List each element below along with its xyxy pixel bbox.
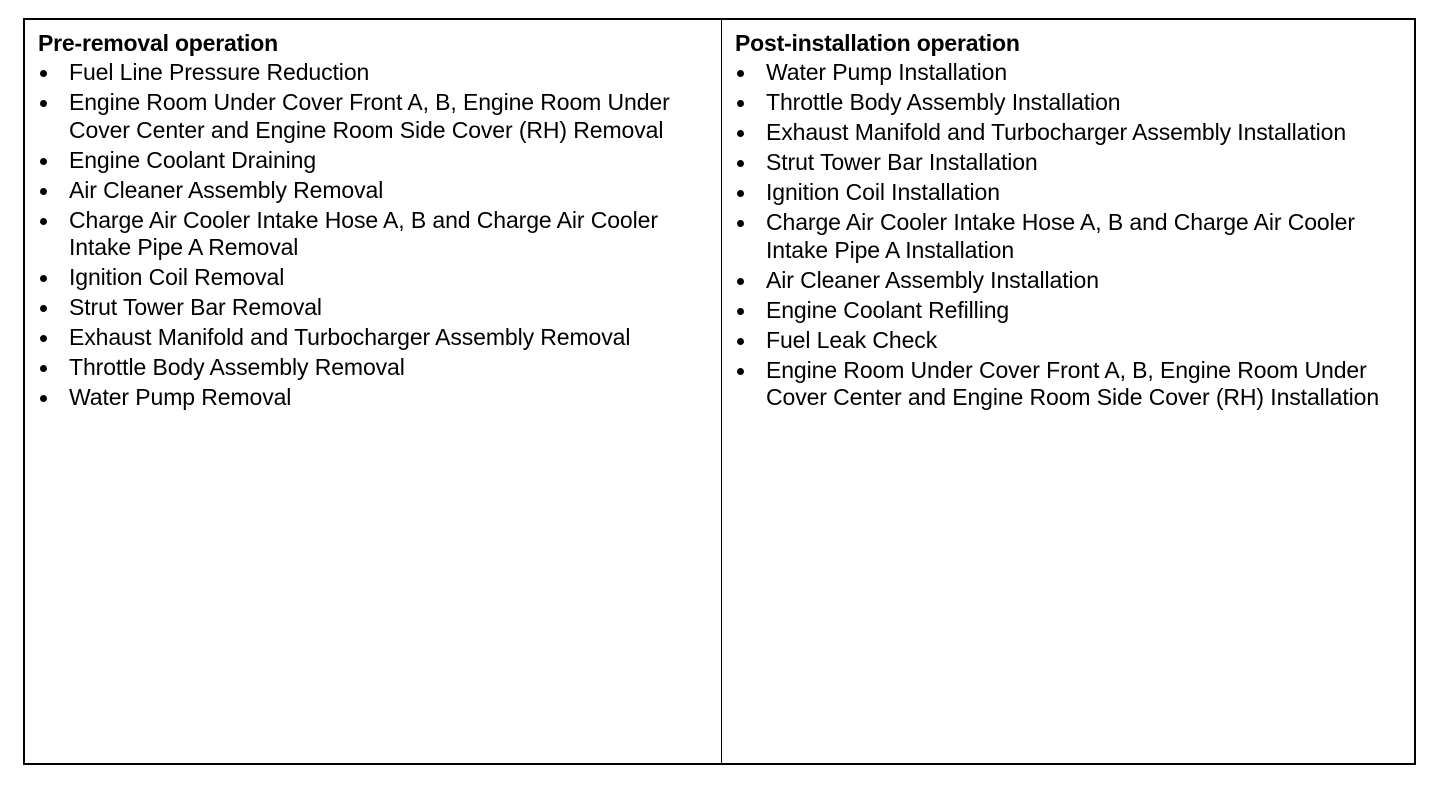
list-item-text: Engine Room Under Cover Front A, B, Engine Room Under Cover Center and Engine Room Side Cover (RH) Removal xyxy=(69,89,670,143)
list-item xyxy=(735,179,1402,207)
list-item-text: Water Pump Installation xyxy=(766,59,1008,85)
list-item-text: Strut Tower Bar Removal xyxy=(69,294,322,320)
bullet-icon xyxy=(737,308,744,315)
list-item xyxy=(38,264,709,292)
bullet-icon xyxy=(737,220,744,227)
list-item-text: Ignition Coil Removal xyxy=(69,264,285,290)
bullet-icon xyxy=(737,160,744,167)
bullet-icon xyxy=(40,395,47,402)
post-installation-heading: Post-installation operation xyxy=(735,30,1020,56)
list-item xyxy=(38,59,709,87)
list-item-text: Engine Room Under Cover Front A, B, Engine Room Under Cover Center and Engine Room Side Cover (RH) Installation xyxy=(766,356,1380,410)
bullet-icon xyxy=(737,130,744,137)
bullet-icon xyxy=(737,70,744,77)
bullet-icon xyxy=(737,100,744,107)
list-item xyxy=(735,59,1402,87)
bullet-icon xyxy=(40,218,47,225)
list-item-text: Charge Air Cooler Intake Hose A, B and Charge Air Cooler Intake Pipe A Removal xyxy=(69,206,658,260)
list-item xyxy=(735,297,1402,325)
list-item-text: Fuel Leak Check xyxy=(766,326,938,353)
bullet-icon xyxy=(40,70,47,77)
list-item-text: Strut Tower Bar Installation xyxy=(766,149,1038,175)
list-item xyxy=(38,354,709,382)
bullet-icon xyxy=(40,158,47,165)
list-item xyxy=(735,149,1402,177)
bullet-icon xyxy=(40,305,47,312)
post-installation-column xyxy=(722,20,1414,763)
bullet-icon xyxy=(40,100,47,107)
bullet-icon xyxy=(737,368,744,375)
list-item xyxy=(38,294,709,322)
operations-table xyxy=(23,18,1416,765)
list-item-text: Water Pump Removal xyxy=(69,384,292,410)
list-item-text: Fuel Line Pressure Reduction xyxy=(69,59,370,85)
list-item xyxy=(38,207,709,262)
list-item-text: Engine Coolant Refilling xyxy=(766,296,1010,323)
list-item xyxy=(735,327,1402,355)
list-item xyxy=(735,357,1402,412)
bullet-icon xyxy=(40,275,47,282)
list-item xyxy=(735,119,1402,147)
list-item-text: Ignition Coil Installation xyxy=(766,179,1000,205)
list-item xyxy=(735,89,1402,117)
bullet-icon xyxy=(40,365,47,372)
list-item xyxy=(38,324,709,352)
bullet-icon xyxy=(737,190,744,197)
pre-removal-column xyxy=(25,20,722,763)
list-item-text: Exhaust Manifold and Turbocharger Assembly Installation xyxy=(766,119,1347,145)
list-item xyxy=(38,384,709,412)
list-item xyxy=(735,267,1402,295)
list-item xyxy=(38,147,709,175)
list-item xyxy=(38,89,709,144)
list-item-text: Throttle Body Assembly Installation xyxy=(766,89,1121,115)
list-item xyxy=(735,209,1402,264)
bullet-icon xyxy=(40,188,47,195)
list-item-text: Throttle Body Assembly Removal xyxy=(69,354,405,380)
post-installation-list xyxy=(735,59,1402,412)
bullet-icon xyxy=(737,278,744,285)
list-item-text: Air Cleaner Assembly Removal xyxy=(69,176,384,203)
bullet-icon xyxy=(40,335,47,342)
list-item-text: Air Cleaner Assembly Installation xyxy=(766,266,1099,293)
list-item-text: Exhaust Manifold and Turbocharger Assembly Removal xyxy=(69,324,631,350)
pre-removal-heading: Pre-removal operation xyxy=(38,30,278,56)
list-item-text: Charge Air Cooler Intake Hose A, B and Charge Air Cooler Intake Pipe A Installation xyxy=(766,209,1355,263)
list-item-text: Engine Coolant Draining xyxy=(69,146,317,173)
bullet-icon xyxy=(737,338,744,345)
list-item xyxy=(38,177,709,205)
pre-removal-list xyxy=(38,59,709,412)
